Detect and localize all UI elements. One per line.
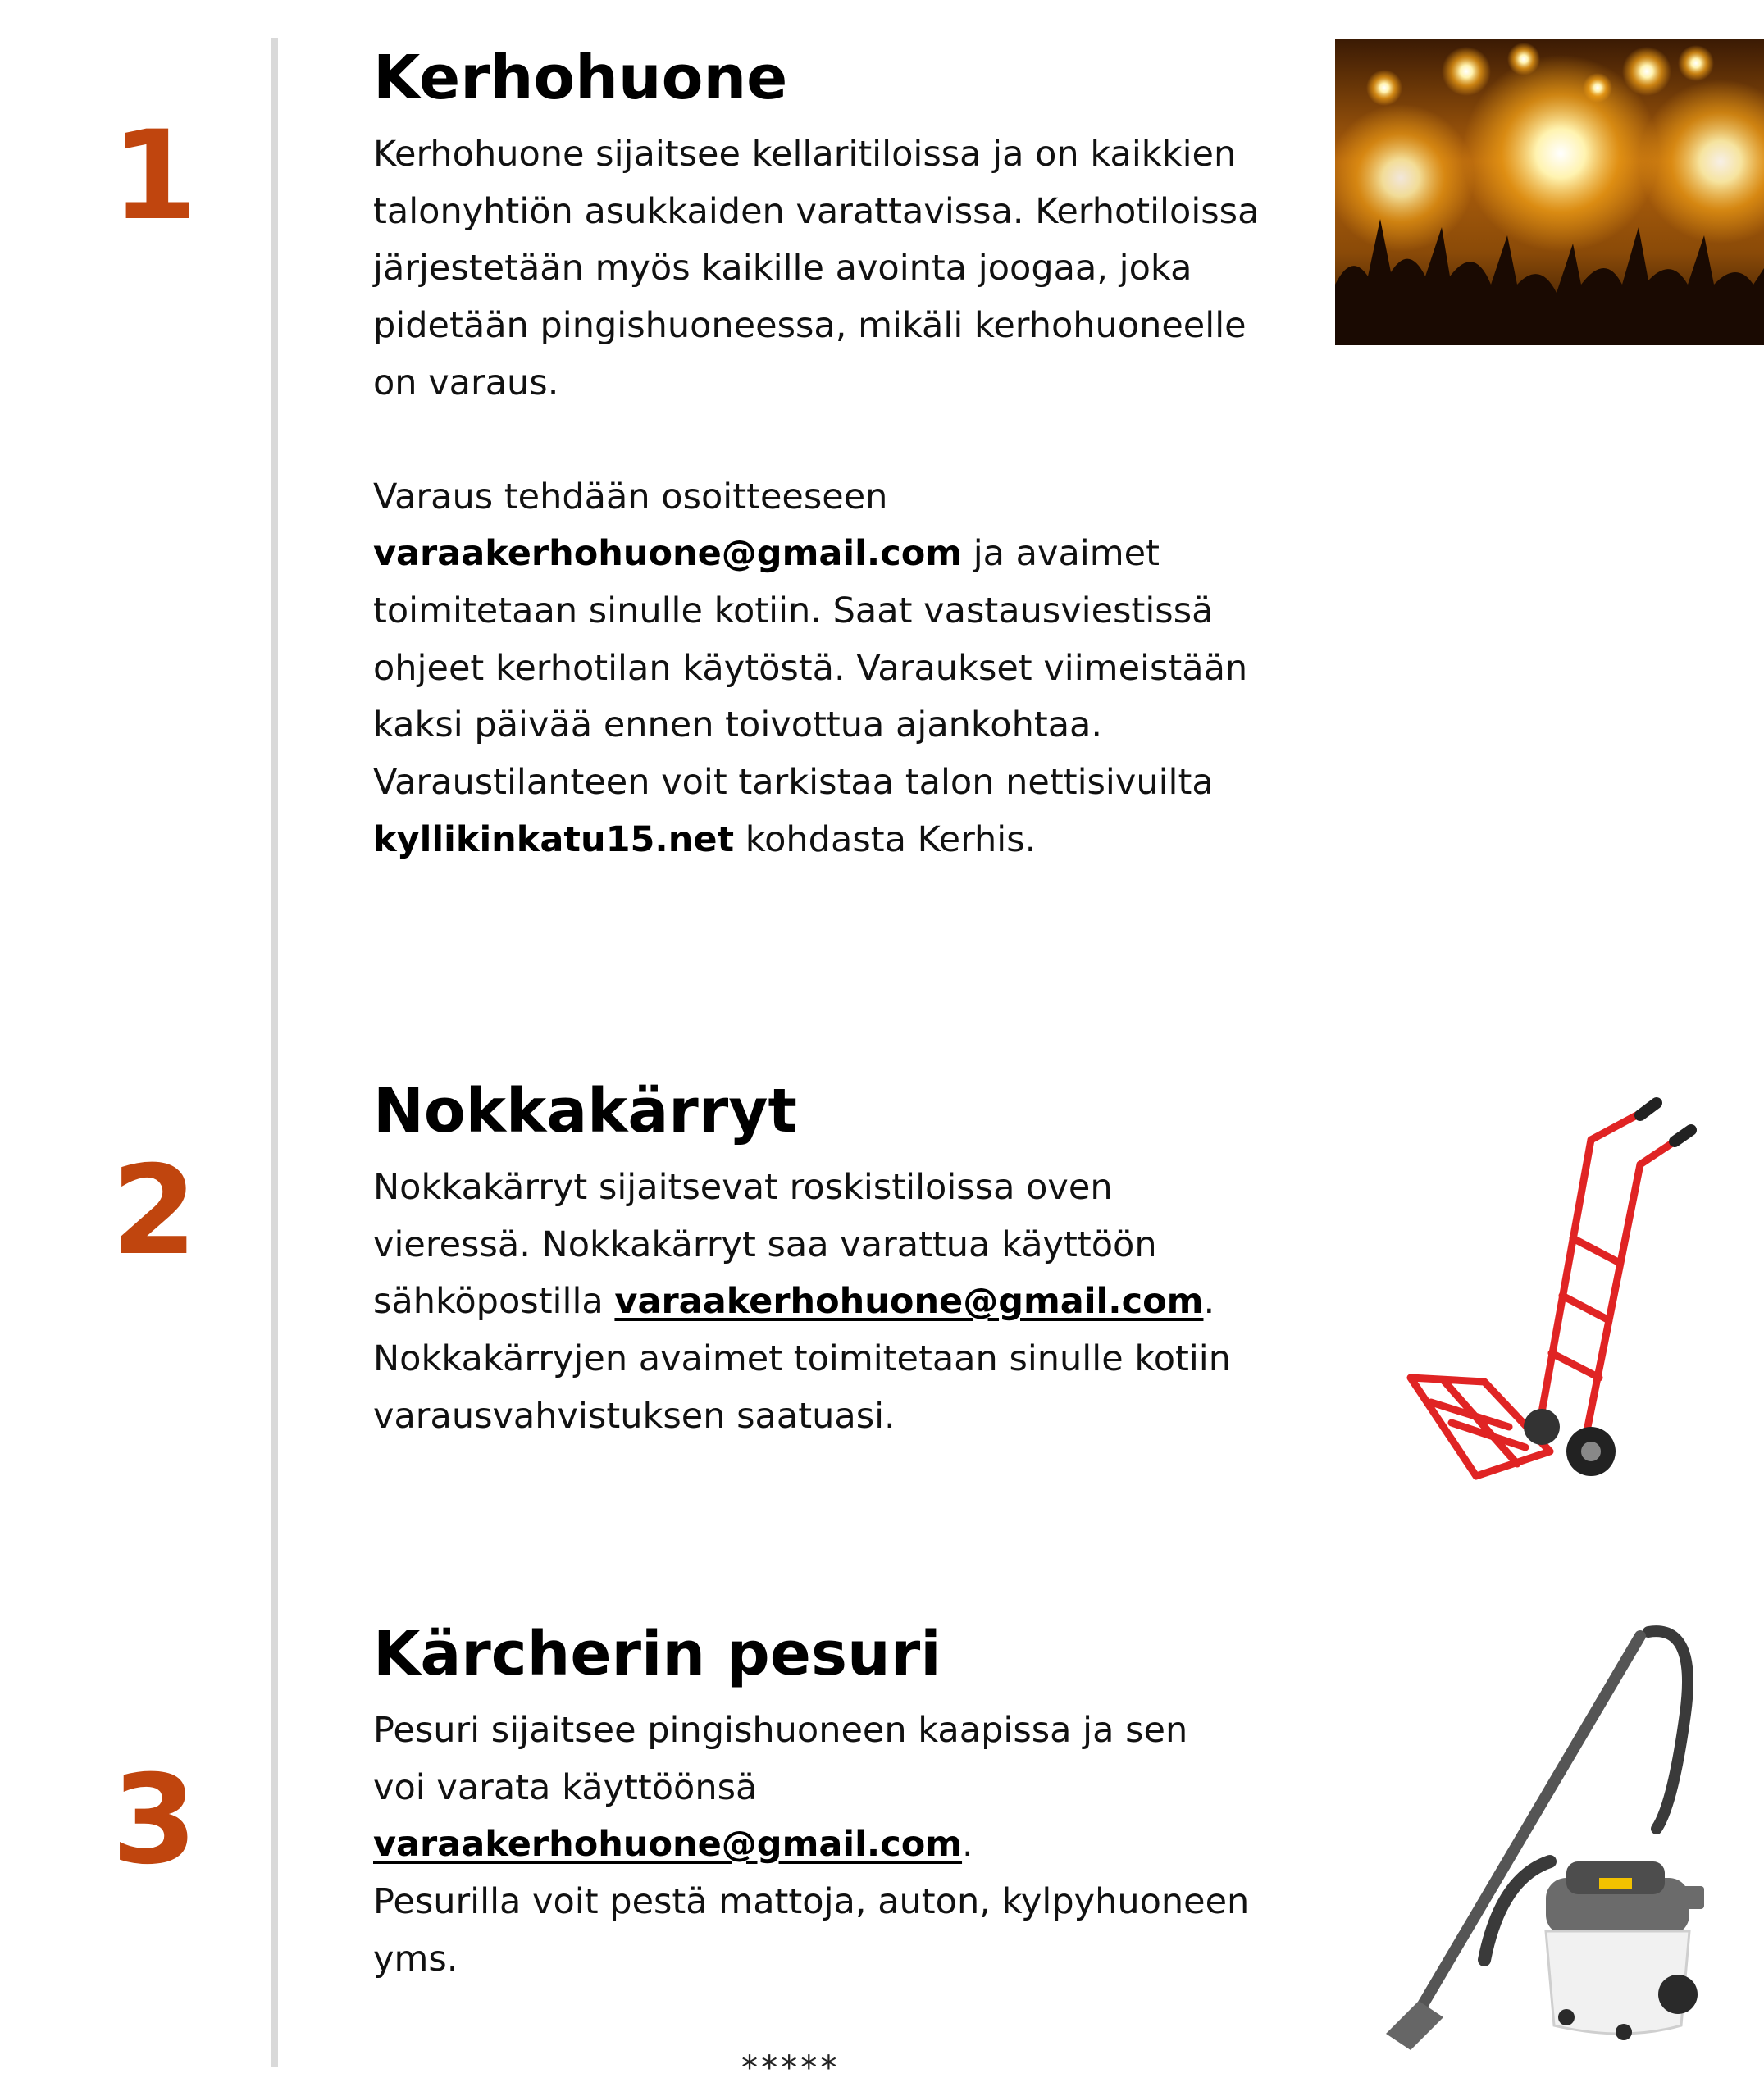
section-nokkakarryt	[373, 1074, 1275, 1446]
timeline-divider	[271, 38, 278, 2067]
hand-truck-icon	[1394, 1091, 1714, 1492]
section-paragraph-booking	[373, 469, 1283, 869]
footer-stars: *****	[740, 2049, 839, 2087]
cart-text-end: Nokkakärryjen avaimet toimitetaan sinulle kotiin varausvahvistuksen saatuasi.	[373, 1338, 1232, 1437]
section-number-2: 2	[112, 1140, 198, 1283]
concert-crowd-icon	[1335, 39, 1764, 345]
booking-text-start: Varaus tehdään osoitteeseen	[373, 476, 888, 517]
section-number-1: 1	[112, 105, 198, 248]
section-title: Kärcherin pesuri	[373, 1619, 941, 1689]
booking-text-end: kohdasta Kerhis.	[745, 818, 1037, 860]
washer-text-period: .	[962, 1824, 973, 1866]
section-paragraph: Kerhohuone sijaitsee kellaritiloissa ja on kaikkien talonyhtiön asukkaiden varattavissa. Kerhotiloissa järjestetään myös kaikille avointa joogaa, joka pidetään pingishuoneessa, mikäli kerhohuoneelle on varaus.	[373, 134, 1260, 403]
washer-email-link[interactable]: varaakerhohuone@gmail.com	[373, 1824, 963, 1866]
section-paragraph	[373, 1702, 1251, 1989]
section-karcher	[373, 1617, 1275, 1989]
carpet-washer-image	[1378, 1615, 1722, 2058]
section-title: Kerhohuone	[373, 43, 788, 113]
hand-truck-image	[1394, 1091, 1714, 1492]
cart-text-period: .	[1203, 1281, 1215, 1323]
concert-crowd-image	[1335, 39, 1764, 345]
carpet-washer-icon	[1378, 1615, 1722, 2058]
section-kerhohuone	[373, 41, 1275, 868]
booking-text-middle: ja avaimet toimitetaan sinulle kotiin. Saat vastausviestissä ohjeet kerhotilan käytöstä. Varaukset viimeistään kaksi päivää ennen toivottua ajankohtaa. Varaustilanteen voit tarkistaa talon nettisivuilta	[373, 533, 1248, 804]
website-link[interactable]: kyllikinkatu15.net	[373, 818, 735, 860]
washer-text-start: Pesuri sijaitsee pingishuoneen kaapissa ja sen voi varata käyttöönsä	[373, 1710, 1188, 1808]
section-paragraph	[373, 1160, 1242, 1446]
cart-email-link[interactable]: varaakerhohuone@gmail.com	[614, 1281, 1204, 1323]
cart-text-start: Nokkakärryt sijaitsevat roskistiloissa oven vieressä. Nokkakärryt saa varattua käyttöön sähköpostilla	[373, 1167, 1157, 1323]
booking-email[interactable]: varaakerhohuone@gmail.com	[373, 533, 963, 575]
washer-text-end: Pesurilla voit pestä mattoja, auton, kylpyhuoneen yms.	[373, 1881, 1250, 1980]
section-number-3: 3	[112, 1749, 198, 1892]
section-title: Nokkakärryt	[373, 1076, 797, 1146]
